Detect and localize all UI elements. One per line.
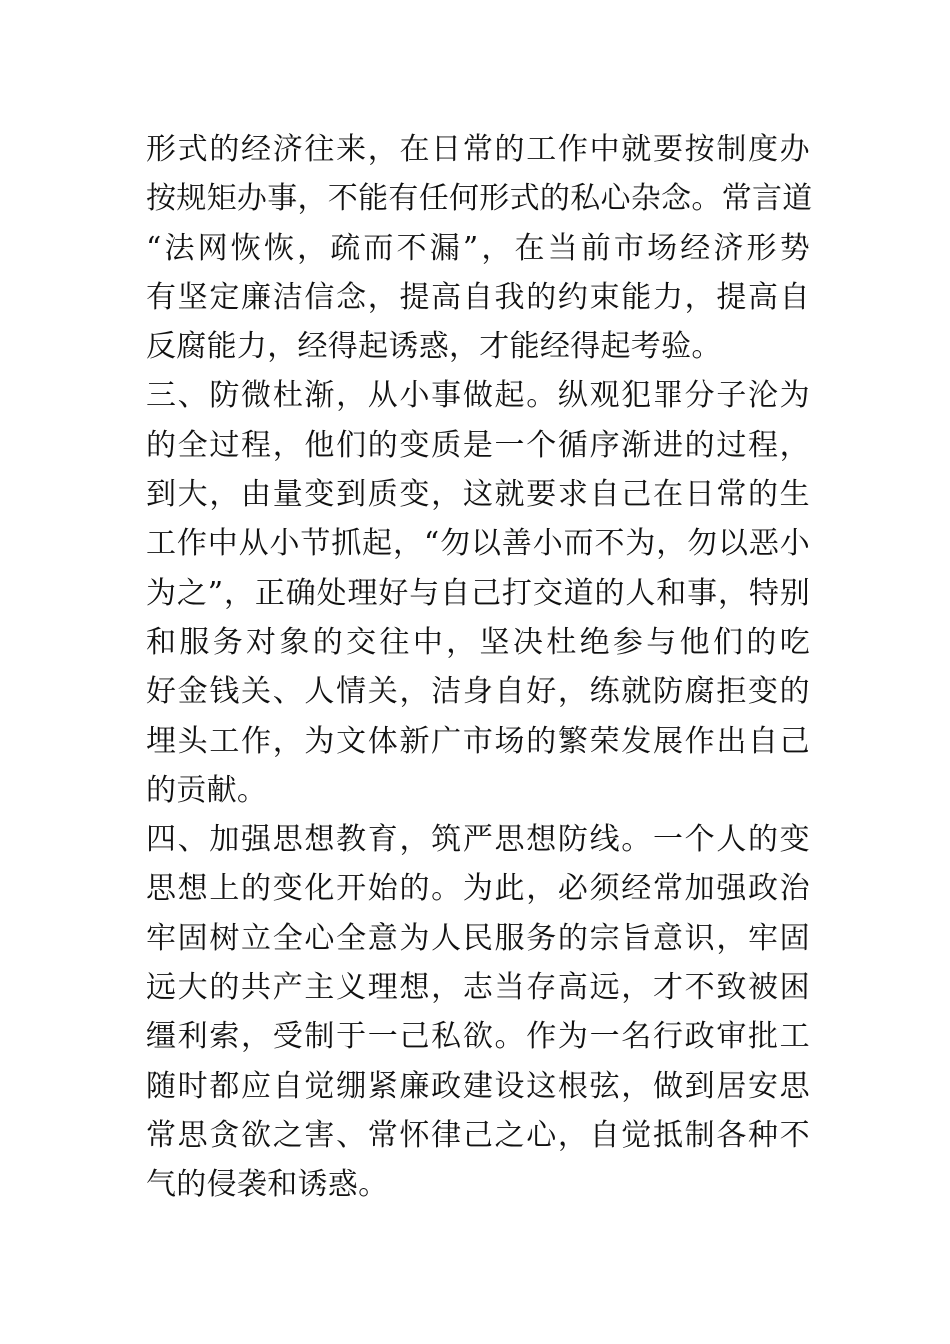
text-line: 缰利索，受制于一己私欲。作为一名行政审批工	[146, 1019, 810, 1055]
text-line: 到大，由量变到质变，这就要求自己在日常的生	[146, 477, 810, 513]
text-line: 好金钱关、人情关，洁身自好，练就防腐拒变的	[146, 674, 810, 710]
text-line: 思想上的变化开始的。为此，必须经常加强政治	[146, 871, 810, 907]
text-line: 气的侵袭和诱惑。	[146, 1167, 389, 1203]
text-line: 有坚定廉洁信念，提高自我的约束能力，提高自	[146, 279, 810, 315]
text-line: 的全过程，他们的变质是一个循序渐进的过程，	[146, 427, 810, 463]
text-line: 牢固树立全心全意为人民服务的宗旨意识，牢固	[146, 920, 810, 956]
text-line: “法网恢恢，疏而不漏”，在当前市场经济形势	[146, 230, 810, 266]
paragraph	[146, 371, 810, 815]
text-line: 反腐能力，经得起诱惑，才能经得起考验。	[146, 329, 722, 365]
text-line: 四、加强思想教育，筑严思想防线。一个人的变	[146, 822, 810, 858]
text-line: 形式的经济往来，在日常的工作中就要按制度办	[146, 132, 810, 167]
text-line: 埋头工作，为文体新广市场的繁荣发展作出自己	[146, 723, 810, 759]
text-line: 三、防微杜渐，从小事做起。纵观犯罪分子沦为	[146, 378, 810, 414]
text-line: 的贡献。	[146, 772, 268, 808]
paragraph	[146, 125, 813, 371]
text-line: 和服务对象的交往中，坚决杜绝参与他们的吃	[146, 624, 810, 660]
document-body	[146, 125, 813, 1210]
text-line: 随时都应自觉绷紧廉政建设这根弦，做到居安思	[146, 1068, 810, 1104]
text-line: 工作中从小节抓起，“勿以善小而不为，勿以恶小	[146, 526, 810, 562]
paragraph	[146, 815, 810, 1209]
text-line: 远大的共产主义理想，志当存高远，才不致被困	[146, 970, 810, 1006]
text-line: 按规矩办事，不能有任何形式的私心杂念。常言道	[146, 181, 813, 217]
text-line: 常思贪欲之害、常怀律己之心，自觉抵制各种不	[146, 1117, 810, 1153]
text-line: 为之”，正确处理好与自己打交道的人和事，特别	[146, 575, 810, 611]
